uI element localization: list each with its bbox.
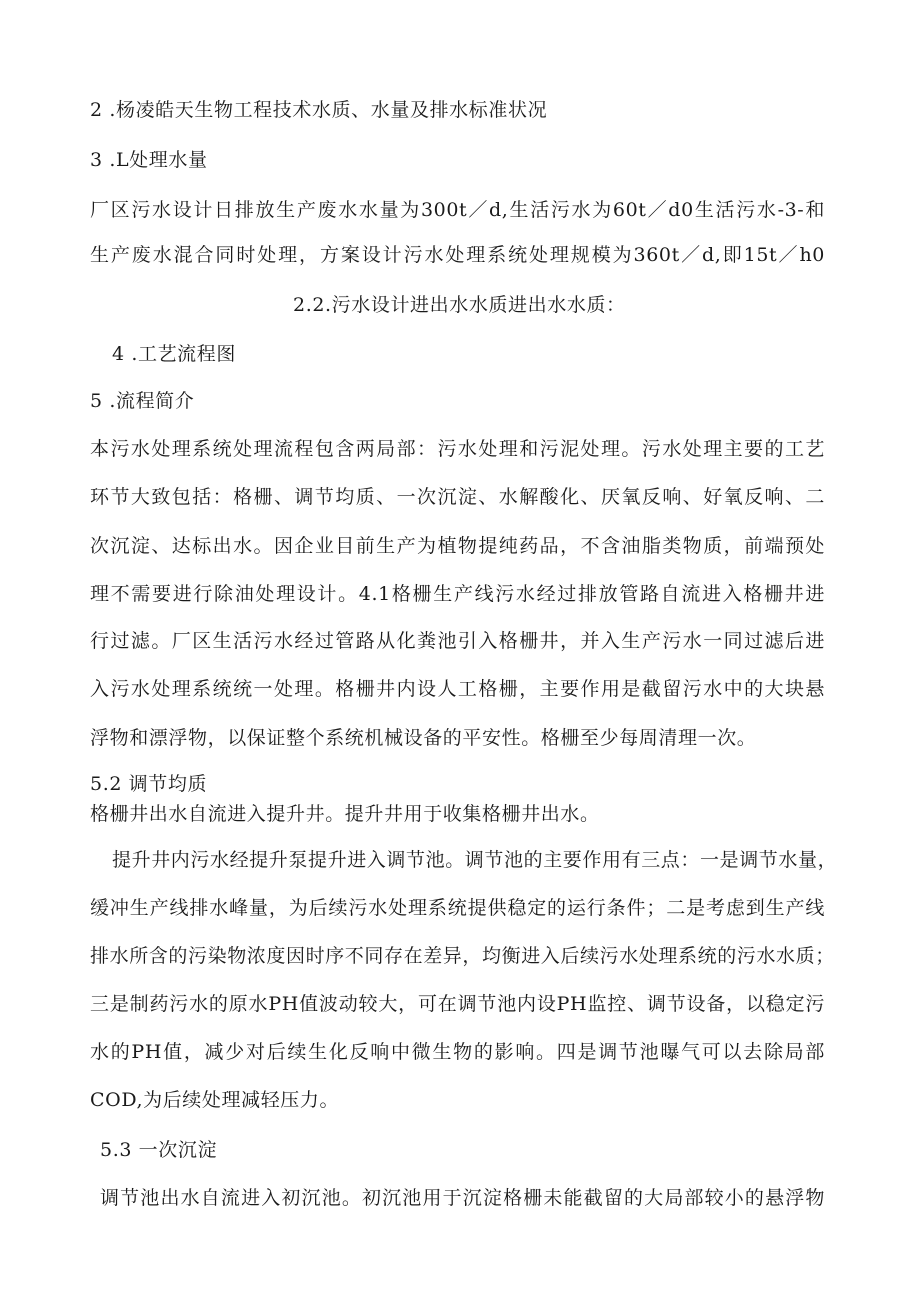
text-line: 次沉淀、达标出水。因企业目前生产为植物提纯药品，不含油脂类物质，前端预处 [90, 535, 825, 557]
text-line: 厂区污水设计日排放生产废水水量为300t／d,生活污水为60t／d0生活污水-3-和 [90, 199, 825, 221]
text-line: 理不需要进行除油处理设计。4.1格栅生产线污水经过排放管路自流进入格栅井进 [90, 583, 825, 605]
text-line: 提升井内污水经提升泵提升进入调节池。调节池的主要作用有三点：一是调节水量， [112, 849, 838, 871]
text-line: 5.2 调节均质 [90, 773, 208, 795]
text-line: 入污水处理系统统一处理。格栅井内设人工格栅，主要作用是截留污水中的大块悬 [90, 678, 825, 700]
text-line: 4 .工艺流程图 [112, 343, 236, 365]
text-line: 2.2.污水设计进出水水质进出水水质： [293, 294, 626, 316]
text-line: COD,为后续处理减轻压力。 [90, 1089, 340, 1111]
text-line: 水的PH值，减少对后续生化反响中微生物的影响。四是调节池曝气可以去除局部 [90, 1041, 825, 1063]
text-line: 行过滤。厂区生活污水经过管路从化粪池引入格栅井，并入生产污水一同过滤后进 [90, 630, 825, 652]
text-line: 格栅井出水自流进入提升井。提升井用于收集格栅井出水。 [90, 803, 600, 825]
text-line: 本污水处理系统处理流程包含两局部：污水处理和污泥处理。污水处理主要的工艺 [90, 438, 825, 460]
text-line: 2 .杨凌皓天生物工程技术水质、水量及排水标准状况 [90, 99, 548, 121]
text-line: 调节池出水自流进入初沉池。初沉池用于沉淀格栅未能截留的大局部较小的悬浮物 [100, 1187, 825, 1209]
text-line: 5 .流程简介 [90, 390, 195, 412]
text-line: 5.3 一次沉淀 [100, 1139, 218, 1161]
text-line: 浮物和漂浮物，以保证整个系统机械设备的平安性。格栅至少每周清理一次。 [90, 727, 757, 749]
text-line: 排水所含的污染物浓度因时序不同存在差异，均衡进入后续污水处理系统的污水水质； [90, 945, 835, 967]
text-line: 环节大致包括：格栅、调节均质、一次沉淀、水解酸化、厌氧反响、好氧反响、二 [90, 486, 825, 508]
text-line: 缓冲生产线排水峰量，为后续污水处理系统提供稳定的运行条件；二是考虑到生产线 [90, 897, 825, 919]
text-line: 3 .L处理水量 [90, 149, 208, 171]
text-line: 三是制药污水的原水PH值波动较大，可在调节池内设PH监控、调节设备，以稳定污 [90, 993, 825, 1015]
text-line: 生产废水混合同时处理，方案设计污水处理系统处理规模为360t／d,即15t／h0 [90, 244, 825, 266]
